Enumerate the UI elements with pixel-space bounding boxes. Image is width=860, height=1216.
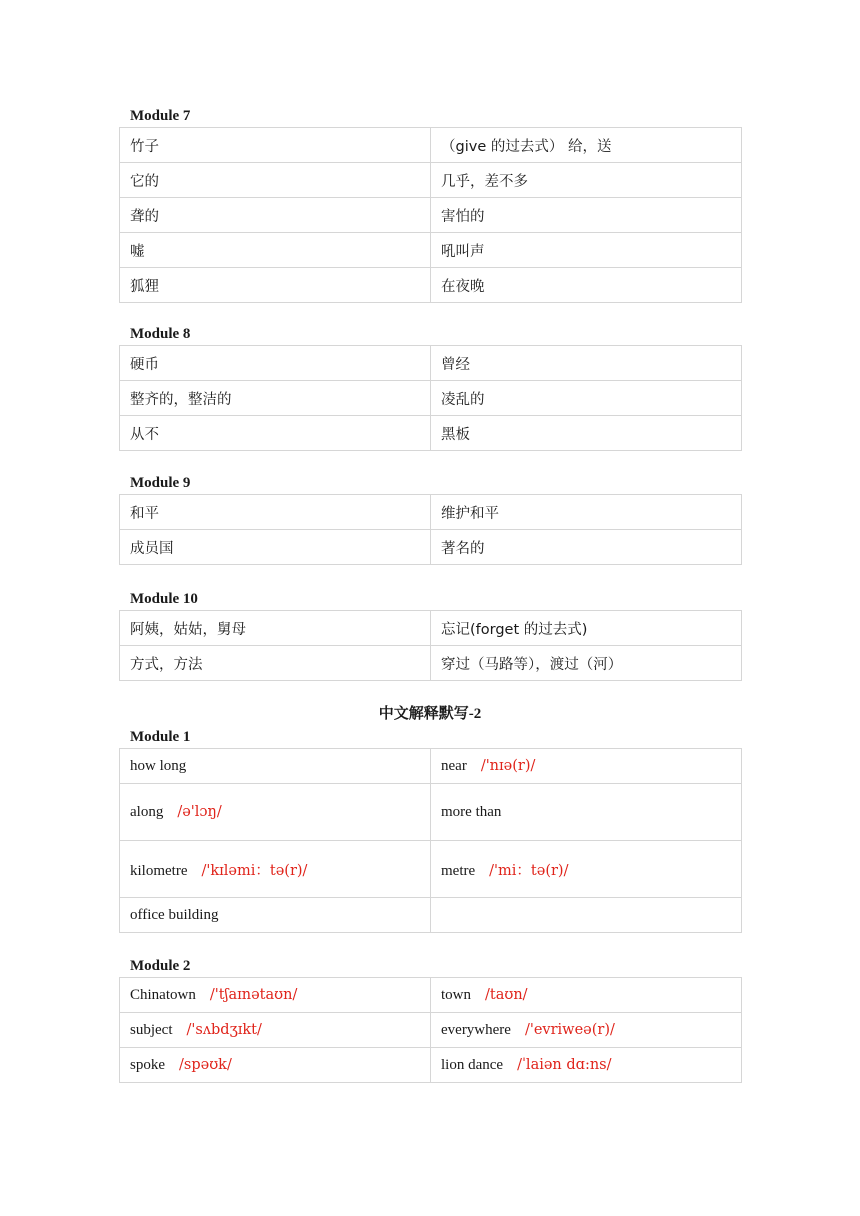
table-cell: 忘记(forget 的过去式) [431, 611, 742, 646]
table-row [120, 1013, 742, 1048]
module-7-table [119, 127, 742, 303]
table-cell [431, 1048, 742, 1083]
vocab-word: office building [130, 906, 219, 923]
table-row [120, 495, 742, 530]
table-row [120, 416, 742, 451]
table-cell: 它的 [120, 163, 431, 198]
table-cell [120, 784, 431, 841]
table-cell: 害怕的 [431, 198, 742, 233]
module-1-table [119, 748, 742, 933]
table-row [120, 611, 742, 646]
table-cell [431, 841, 742, 898]
table-cell [431, 784, 742, 841]
table-cell [120, 841, 431, 898]
vocab-word: town [441, 986, 471, 1003]
module-9-heading: Module 9 [130, 475, 191, 491]
table-cell: 穿过（马路等），渡过（河） [431, 646, 742, 681]
vocab-word: spoke [130, 1056, 165, 1073]
vocab-word: how long [130, 757, 187, 774]
table-cell: 几乎，差不多 [431, 163, 742, 198]
phonetic-transcription: /'sʌbdʒɪkt/ [186, 1021, 262, 1038]
phonetic-transcription: /'nɪə(r)/ [480, 757, 536, 774]
table-cell: 曾经 [431, 346, 742, 381]
phonetic-transcription: /'kɪləmi：tə(r)/ [201, 862, 308, 879]
table-cell: 维护和平 [431, 495, 742, 530]
table-cell [120, 749, 431, 784]
table-cell [120, 1048, 431, 1083]
phonetic-transcription: /'tʃaɪnətaʊn/ [209, 986, 298, 1003]
vocab-word: kilometre [130, 862, 188, 879]
table-cell: 聋的 [120, 198, 431, 233]
table-row [120, 381, 742, 416]
table-row [120, 1048, 742, 1083]
module-2-table [119, 977, 742, 1083]
table-cell: 吼叫声 [431, 233, 742, 268]
phonetic-transcription: /'evriweə(r)/ [524, 1021, 615, 1038]
phonetic-transcription: /taʊn/ [485, 986, 528, 1003]
module-8-heading: Module 8 [130, 326, 191, 342]
table-cell: （give 的过去式） 给，送 [431, 128, 742, 163]
table-cell [120, 978, 431, 1013]
phonetic-transcription: /ə'lɔŋ/ [177, 803, 222, 820]
vocab-word: lion dance [441, 1056, 504, 1073]
table-cell: 方式，方法 [120, 646, 431, 681]
module-2-heading: Module 2 [130, 958, 191, 974]
table-cell [431, 1013, 742, 1048]
table-row [120, 898, 742, 933]
table-cell [120, 898, 431, 933]
table-row [120, 749, 742, 784]
table-cell: 黑板 [431, 416, 742, 451]
vocab-word: subject [130, 1021, 173, 1038]
table-cell: 嘘 [120, 233, 431, 268]
table-cell: 硬币 [120, 346, 431, 381]
vocab-word: Chinatown [130, 986, 196, 1003]
table-cell: 狐狸 [120, 268, 431, 303]
table-row [120, 198, 742, 233]
phonetic-transcription: /ˈlaiən dɑ:ns/ [517, 1056, 612, 1073]
table-cell: 从不 [120, 416, 431, 451]
phonetic-transcription: /'mi：tə(r)/ [489, 862, 569, 879]
table-row [120, 268, 742, 303]
table-cell: 成员国 [120, 530, 431, 565]
vocab-word: more than [441, 803, 502, 820]
table-row [120, 233, 742, 268]
vocab-word: metre [441, 862, 476, 879]
table-cell [431, 749, 742, 784]
table-cell: 竹子 [120, 128, 431, 163]
table-cell: 阿姨，姑姑，舅母 [120, 611, 431, 646]
table-cell [431, 978, 742, 1013]
table-cell: 在夜晚 [431, 268, 742, 303]
table-row [120, 128, 742, 163]
table-row [120, 978, 742, 1013]
table-row [120, 646, 742, 681]
table-cell: 凌乱的 [431, 381, 742, 416]
module-8-table [119, 345, 742, 451]
table-row [120, 530, 742, 565]
table-cell [431, 898, 742, 933]
phonetic-transcription: /spəʊk/ [179, 1056, 232, 1073]
table-row [120, 346, 742, 381]
module-10-heading: Module 10 [130, 591, 198, 607]
table-cell [120, 1013, 431, 1048]
table-row [120, 784, 742, 841]
vocab-word: along [130, 803, 164, 820]
table-row [120, 163, 742, 198]
table-cell: 整齐的，整洁的 [120, 381, 431, 416]
module-1-heading: Module 1 [130, 729, 191, 745]
vocab-word: near [441, 757, 467, 774]
table-cell: 著名的 [431, 530, 742, 565]
module-7-heading: Module 7 [130, 108, 191, 124]
module-10-table [119, 610, 742, 681]
section-title: 中文解释默写-2 [378, 706, 482, 722]
table-cell: 和平 [120, 495, 431, 530]
vocab-word: everywhere [441, 1021, 511, 1038]
module-9-table [119, 494, 742, 565]
table-row [120, 841, 742, 898]
